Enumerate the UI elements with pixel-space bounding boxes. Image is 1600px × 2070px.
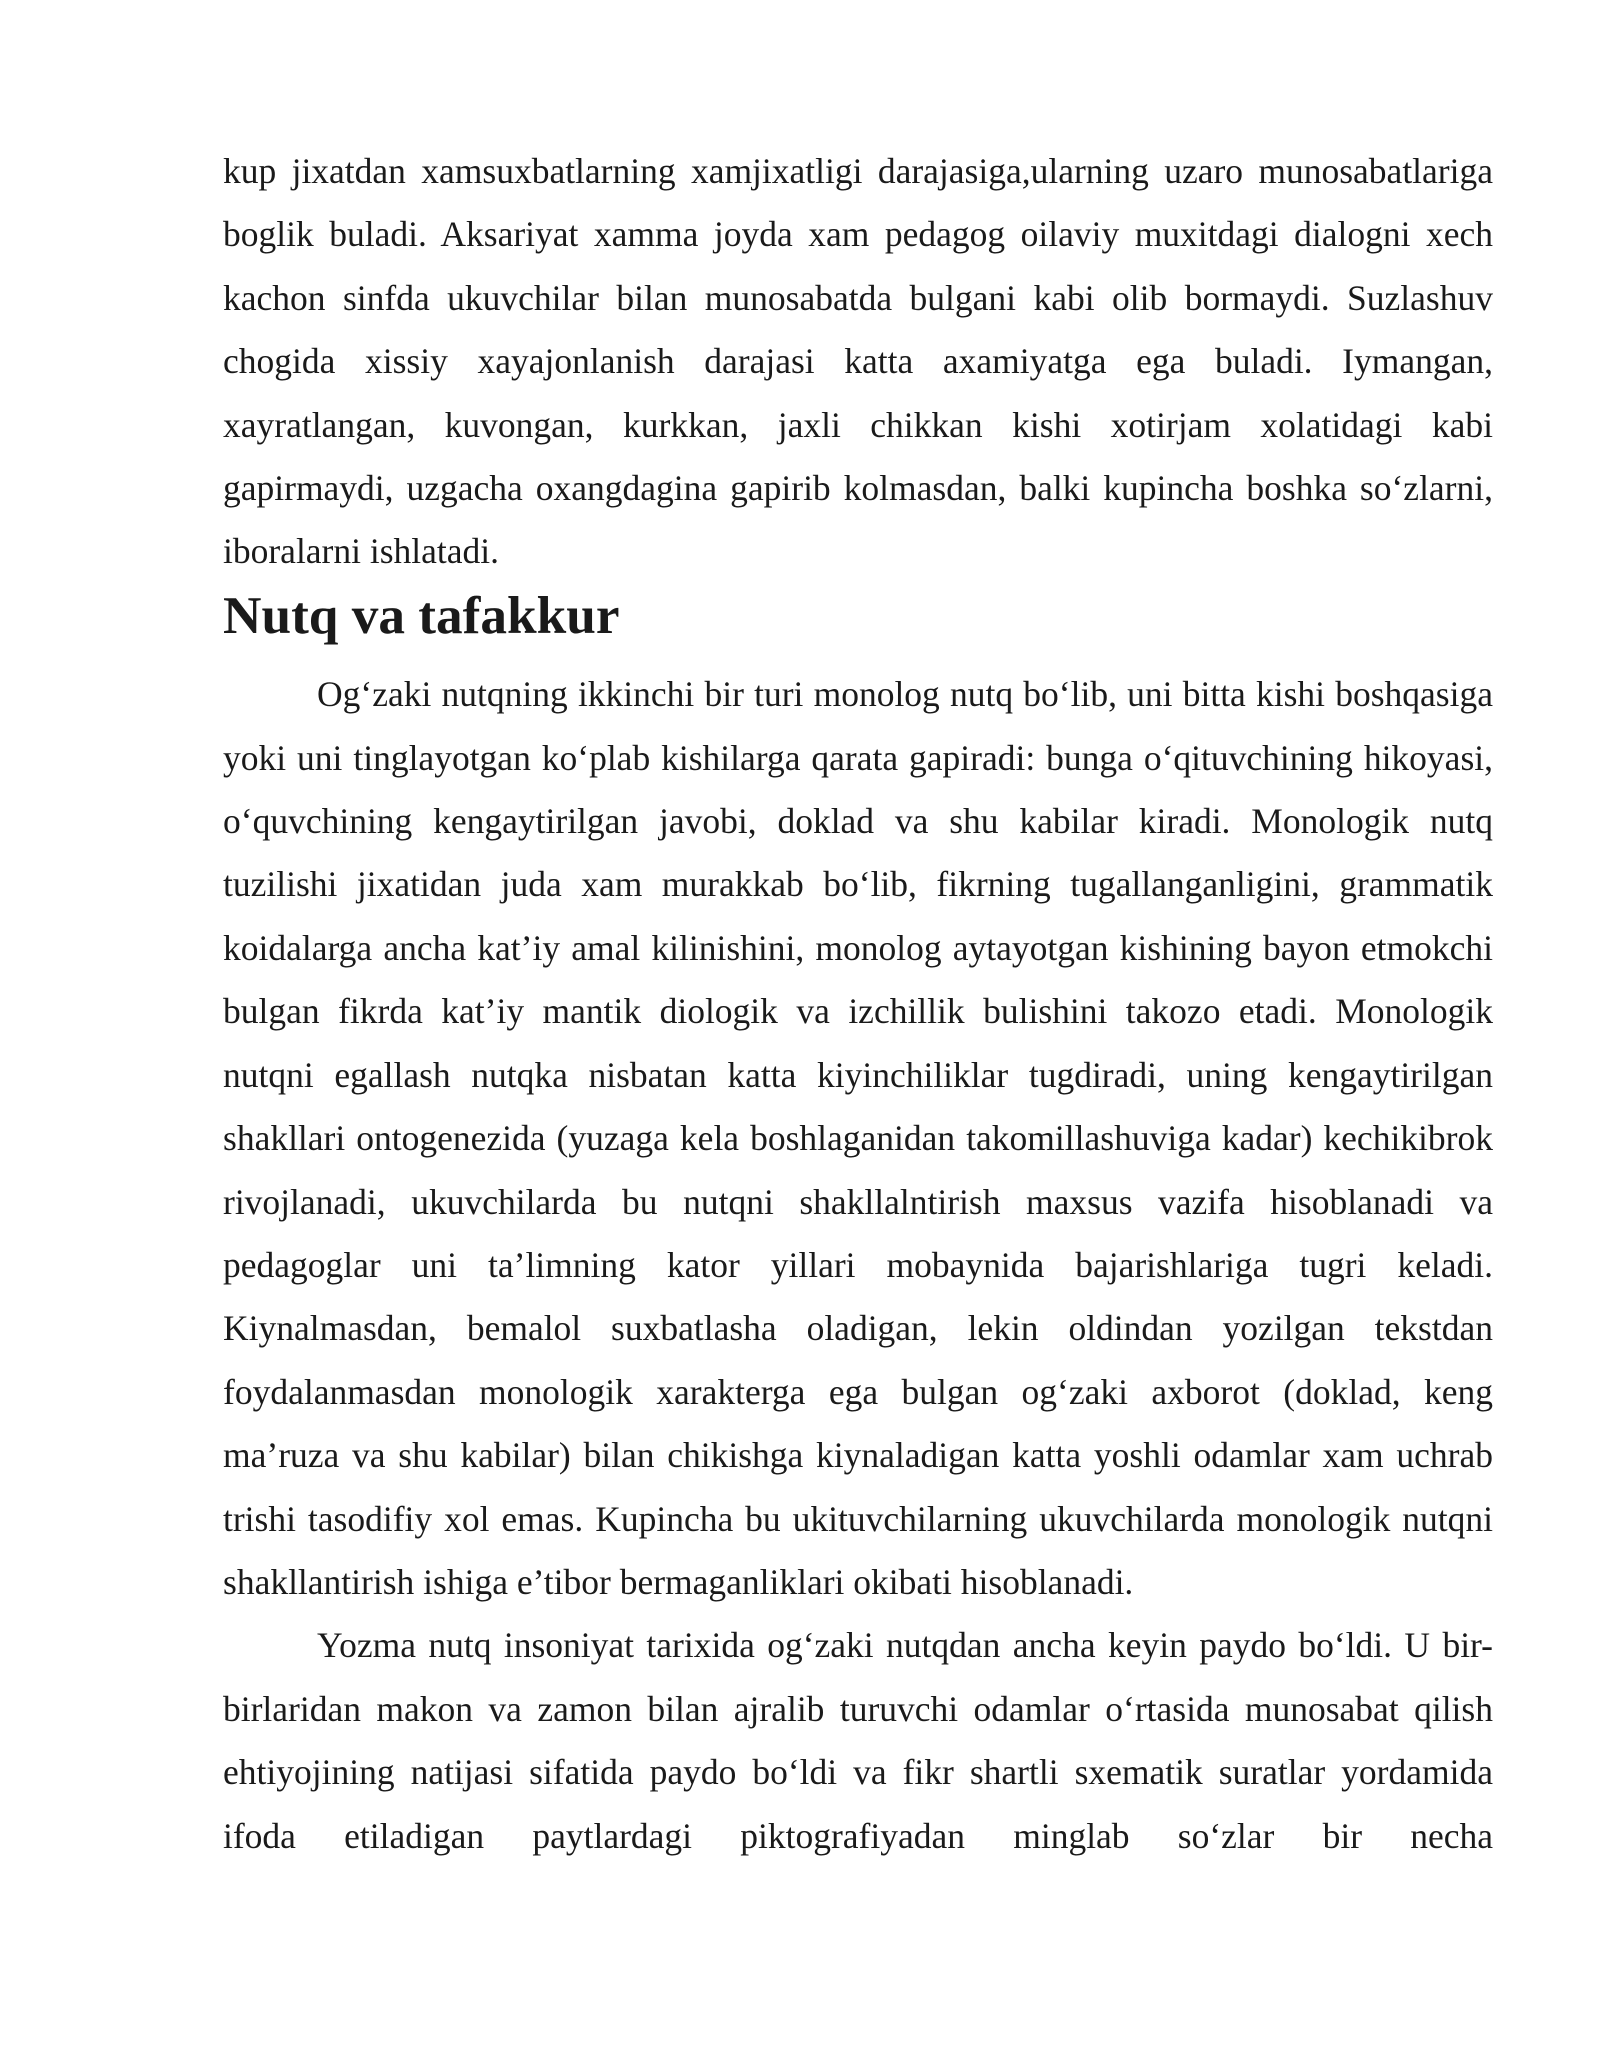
- paragraph-dialog-continuation: kup jixatdan xamsuxbatlarning xamjixatligi darajasiga,ularning uzaro munosabatlariga boglik buladi. Aksariyat xamma joyda xam pedagog oilaviy muxitdagi dialogni xech kachon sinfda ukuvchilar bilan munosabatda bulgani kabi olib bormaydi. Suzlashuv chogida xissiy xayajonlanish darajasi katta axamiyatga ega buladi. Iymangan, xayratlangan, kuvongan, kurkkan, jaxli chikkan kishi xotirjam xolatidagi kabi gapirmaydi, uzgacha oxangdagina gapirib kolmasdan, balki kupincha boshka so‘zlarni, iboralarni ishlatadi.: [223, 151, 1493, 572]
- paragraph-written-speech: Yozma nutq insoniyat tarixida og‘zaki nutqdan ancha keyin paydo bo‘ldi. U bir-birlaridan makon va zamon bilan ajralib turuvchi odamlar o‘rtasida munosabat qilish ehtiyojining natijasi sifatida paydo bo‘ldi va fikr shartli sxematik suratlar yordamida ifoda etiladigan paytlardagi piktografiyadan minglab so‘zlar bir necha: [223, 1625, 1493, 1856]
- heading-spacer: [223, 647, 1493, 663]
- document-body: [223, 140, 1493, 1868]
- section-heading: Nutq va tafakkur: [223, 585, 620, 645]
- paragraph-monolog: Og‘zaki nutqning ikkinchi bir turi monolog nutq bo‘lib, uni bitta kishi boshqasiga yoki uni tinglayotgan ko‘plab kishilarga qarata gapiradi: bunga o‘qituvchining hikoyasi, o‘quvchining kengaytirilgan javobi, doklad va shu kabilar kiradi. Monologik nutq tuzilishi jixatidan juda xam murakkab bo‘lib, fikrning tugallanganligini, grammatik koidalarga ancha kat’iy amal kilinishini, monolog aytayotgan kishining bayon etmokchi bulgan fikrda kat’iy mantik diologik va izchillik bulishini takozo etadi. Monologik nutqni egallash nutqka nisbatan katta kiyinchiliklar tugdiradi, uning kengaytirilgan shakllari ontogenezida (yuzaga kela boshlaganidan takomillashuviga kadar) kechikibrok rivojlanadi, ukuvchilarda bu nutqni shakllalntirish maxsus vazifa hisoblanadi va pedagoglar uni ta’limning kator yillari mobaynida bajarishlariga tugri keladi. Kiynalmasdan, bemalol suxbatlasha oladigan, lekin oldindan yozilgan tekstdan foydalanmasdan monologik xarakterga ega bulgan og‘zaki axborot (doklad, keng ma’ruza va shu kabilar) bilan chikishga kiynaladigan katta yoshli odamlar xam uchrab trishi tasodifiy xol emas. Kupincha bu ukituvchilarning ukuvchilarda monologik nutqni shakllantirish ishiga e’tibor bermaganliklari okibati hisoblanadi.: [223, 674, 1493, 1602]
